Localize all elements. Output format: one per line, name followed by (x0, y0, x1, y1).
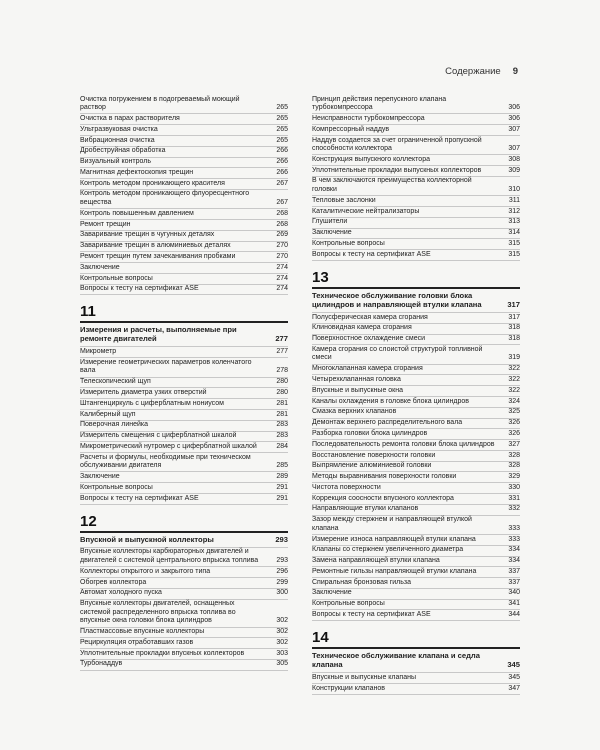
entry-title: Автомат холодного пуска (80, 589, 162, 597)
chapter-title-row[interactable] (312, 289, 520, 313)
entry-page: 314 (508, 229, 520, 237)
entry-page: 266 (276, 147, 288, 155)
toc-entry[interactable] (80, 347, 288, 358)
entry-title: Ультразвуковая очистка (80, 125, 158, 133)
entry-page: 345 (508, 673, 520, 681)
entry-title: Заключение (312, 589, 352, 597)
toc-entry[interactable] (80, 421, 288, 432)
entry-title: Контрольные вопросы (80, 483, 153, 491)
toc-entry[interactable] (80, 649, 288, 660)
toc-entry[interactable] (80, 190, 288, 209)
toc-left-column (80, 95, 288, 671)
entry-title: Контрольные вопросы (80, 274, 153, 282)
toc-entry[interactable] (80, 147, 288, 158)
entry-title: Впускные и выпускные клапаны (312, 673, 416, 681)
toc-entry[interactable] (312, 567, 520, 578)
entry-page: 322 (508, 376, 520, 384)
entry-page: 333 (508, 535, 520, 543)
toc-entry[interactable] (312, 136, 520, 155)
toc-entry[interactable] (80, 114, 288, 125)
entry-title: Чистота поверхности (312, 483, 381, 491)
entry-page: 334 (508, 546, 520, 554)
toc-entry[interactable] (312, 95, 520, 114)
entry-title: Многоклапанная камера сгорания (312, 365, 423, 373)
entry-title: Каналы охлаждения в головке блока цилиндров (312, 397, 469, 405)
entry-page: 310 (508, 186, 520, 194)
entry-title: Визуальный контроль (80, 158, 151, 166)
entry-title: Вопросы к тесту на сертификат ASE (80, 494, 199, 502)
entry-title: Вибрационная очистка (80, 136, 155, 144)
entry-title: Поверочная линейка (80, 421, 149, 429)
entry-page: 326 (508, 419, 520, 427)
chapter-block (312, 270, 520, 621)
entry-title: Направляющие втулки клапанов (312, 505, 419, 513)
entry-title: Контроль методом проникающего флуоресцентного вещества (80, 190, 250, 207)
entry-page: 274 (276, 285, 288, 293)
toc-entry[interactable] (312, 166, 520, 177)
entry-title: Клапаны со стержнем увеличенного диаметра (312, 546, 464, 554)
toc-entry[interactable] (312, 375, 520, 386)
entry-page: 315 (508, 250, 520, 258)
toc-entry[interactable] (312, 673, 520, 684)
entry-title: Измеритель диаметра узких отверстий (80, 389, 207, 396)
entry-page: 322 (508, 365, 520, 373)
entry-title: Коллекторы открытого и закрытого типа (80, 567, 211, 575)
entry-page: 308 (508, 155, 520, 163)
toc-entry[interactable] (80, 242, 288, 253)
toc-entry[interactable] (312, 196, 520, 207)
entry-title: Замена направляющей втулки клапана (312, 557, 440, 565)
entry-page: 284 (276, 442, 288, 450)
entry-title: Телескопический щуп (80, 378, 151, 386)
toc-entry[interactable] (312, 516, 520, 535)
toc-entry[interactable] (80, 548, 288, 567)
toc-entry[interactable] (312, 462, 520, 473)
toc-entry[interactable] (312, 505, 520, 516)
toc-right-column (312, 95, 520, 695)
entry-title: Камера сгорания со слоистой структурой топливной смеси (312, 345, 483, 362)
entry-page: 305 (276, 660, 288, 668)
entry-page: 302 (276, 628, 288, 636)
entry-page: 309 (508, 166, 520, 174)
toc-entry[interactable] (312, 578, 520, 589)
entry-title: Расчеты и формулы, необходимые при техническом обслуживании двигателя (80, 453, 251, 470)
entry-title: Заключение (80, 263, 120, 271)
toc-entry[interactable] (312, 365, 520, 376)
entry-title: Измерение геометрических параметров коленчатого вала (80, 358, 252, 375)
entry-title: Полусферическая камера сгорания (312, 313, 428, 321)
entry-title: Ремонт трещин (80, 220, 131, 228)
entry-page: 325 (508, 408, 520, 416)
entry-title: Каталитические нейтрализаторы (312, 207, 420, 215)
chapter-block (80, 514, 288, 671)
toc-entry[interactable] (80, 589, 288, 600)
toc-entry[interactable] (80, 567, 288, 578)
toc-entry[interactable] (312, 610, 520, 621)
entry-title: Заключение (312, 229, 352, 237)
entry-page: 265 (276, 125, 288, 133)
toc-entry[interactable] (80, 209, 288, 220)
toc-entry[interactable] (312, 218, 520, 229)
chapter-title-row[interactable] (80, 533, 288, 548)
entry-page: 326 (508, 429, 520, 437)
toc-entry[interactable] (80, 220, 288, 231)
toc-entry[interactable] (80, 410, 288, 421)
entry-page: 293 (276, 557, 288, 564)
entry-title: Спиральная бронзовая гильза (312, 578, 412, 586)
chapter-page: 317 (507, 299, 520, 309)
entry-page: 289 (276, 473, 288, 481)
entry-page: 296 (276, 567, 288, 575)
chapter-title: Техническое обслуживание головки блока цилиндров и направляющей втулки клапана (312, 290, 482, 309)
entry-page: 278 (276, 367, 288, 375)
entry-title: Ремонт трещин путем зачеканивания пробками (80, 252, 236, 260)
toc-entry[interactable] (312, 229, 520, 240)
entry-page: 291 (276, 494, 288, 502)
entry-page: 280 (276, 378, 288, 386)
toc-entry[interactable] (312, 313, 520, 324)
entry-title: Турбонаддув (80, 660, 123, 668)
toc-entry[interactable] (312, 239, 520, 250)
toc-entry[interactable] (312, 535, 520, 546)
entry-title: Клиновидная камера сгорания (312, 324, 412, 332)
entry-page: 300 (276, 589, 288, 597)
entry-page: 270 (276, 242, 288, 250)
entry-title: Контроль повышенным давлением (80, 209, 194, 217)
entry-page: 333 (508, 524, 520, 532)
entry-page: 312 (508, 207, 520, 215)
entry-title: В чем заключаются преимущества коллекторной головки (312, 177, 472, 194)
entry-page: 307 (508, 145, 520, 153)
entry-title: Уплотнительные прокладки впускных коллекторов (80, 649, 245, 657)
entry-title: Рециркуляция отработавших газов (80, 638, 194, 646)
toc-entry[interactable] (80, 263, 288, 274)
chapter-number: 13 (312, 268, 329, 286)
entry-page: 268 (276, 220, 288, 228)
toc-entry[interactable] (80, 358, 288, 377)
entry-title: Дробеструйная обработка (80, 147, 166, 155)
toc-entry[interactable] (312, 429, 520, 440)
entry-title: Поверхностное охлаждение смеси (312, 335, 426, 343)
entry-page: 307 (508, 125, 520, 133)
toc-entry[interactable] (312, 207, 520, 218)
entry-page: 306 (508, 114, 520, 122)
toc-entry[interactable] (80, 252, 288, 263)
entry-title: Впускные коллекторы двигателей, оснащенных системой распределенного впрыска топлива во впускные окна головки блока цилиндров (80, 600, 236, 625)
entry-page: 319 (508, 354, 520, 362)
entry-page: 331 (508, 494, 520, 502)
entry-title: Глушители (312, 218, 348, 226)
entry-page: 315 (508, 239, 520, 247)
entry-title: Четырехклапанная головка (312, 376, 401, 384)
entry-page: 299 (276, 578, 288, 586)
chapter-block (80, 304, 288, 504)
entry-page: 313 (508, 218, 520, 226)
chapter-page: 293 (275, 534, 288, 544)
entry-page: 328 (508, 462, 520, 470)
toc-entry[interactable] (312, 177, 520, 196)
chapter-number: 12 (80, 512, 97, 530)
entry-title: Микрометрический нутромер с циферблатной шкалой (80, 442, 257, 450)
entry-page: 337 (508, 567, 520, 575)
entry-page: 318 (508, 335, 520, 343)
entry-title: Впускные коллекторы карбюраторных двигателей и двигателей с системой центрального впрыска топлива (80, 548, 259, 564)
toc-entry[interactable] (80, 472, 288, 483)
toc-entry[interactable] (80, 285, 288, 296)
entry-page: 311 (508, 196, 520, 204)
toc-entry[interactable] (80, 388, 288, 399)
entry-title: Коррекция соосности впускного коллектора (312, 494, 454, 502)
entry-page: 344 (508, 611, 520, 619)
entry-page: 328 (508, 451, 520, 459)
entry-page: 274 (276, 274, 288, 282)
entry-title: Уплотнительные прокладки выпускных коллекторов (312, 166, 482, 174)
entry-title: Разборка головки блока цилиндров (312, 429, 428, 437)
chapter-page: 277 (275, 334, 288, 344)
entry-page: 277 (276, 348, 288, 356)
entry-title: Конструкции клапанов (312, 684, 385, 692)
entry-title: Заключение (80, 473, 120, 481)
chapter-title-row[interactable] (80, 323, 288, 347)
entry-page: 337 (508, 578, 520, 586)
toc-entry[interactable] (80, 442, 288, 453)
chapter-title: Техническое обслуживание клапана и седла клапана (312, 651, 480, 670)
entry-title: Очистка погружением в подогреваемый моющий раствор (80, 95, 240, 112)
header-section: Содержание (445, 66, 501, 77)
toc-entry[interactable] (80, 600, 288, 628)
entry-title: Выпрямление алюминиевой головки (312, 462, 432, 470)
entry-page: 291 (276, 483, 288, 491)
entry-page: 330 (508, 483, 520, 491)
entry-title: Последовательность ремонта головки блока цилиндров (312, 440, 495, 448)
entry-title: Магнитная дефектоскопия трещин (80, 168, 194, 176)
chapter-title: Впускной и выпускной коллекторы (80, 534, 214, 544)
entry-title: Вопросы к тесту на сертификат ASE (312, 611, 431, 619)
entry-title: Обогрев коллектора (80, 578, 147, 586)
entry-title: Конструкция выпускного коллектора (312, 155, 430, 163)
entry-page: 265 (276, 104, 288, 112)
toc-entry[interactable] (80, 638, 288, 649)
toc-entry[interactable] (312, 335, 520, 346)
chapter-number: 11 (80, 303, 96, 321)
entry-page: 306 (508, 104, 520, 112)
toc-entry[interactable] (312, 250, 520, 261)
entry-title: Очистка в парах растворителя (80, 114, 180, 122)
entry-page: 334 (508, 557, 520, 565)
entry-page: 280 (276, 389, 288, 396)
toc-entry[interactable] (80, 483, 288, 494)
entry-page: 266 (276, 158, 288, 166)
entry-page: 347 (508, 684, 520, 692)
entry-title: Заваривание трещин в алюминиевых деталях (80, 242, 231, 250)
entry-title: Заваривание трещин в чугунных деталях (80, 231, 215, 239)
entry-page: 341 (508, 600, 520, 608)
entry-page: 322 (508, 386, 520, 394)
toc-entry[interactable] (80, 168, 288, 179)
chapter-block (312, 630, 520, 695)
entry-title: Измерение износа направляющей втулки клапана (312, 535, 476, 543)
entry-page: 285 (276, 462, 288, 470)
chapter-number: 14 (312, 629, 329, 647)
entry-title: Наддув создается за счет ограниченной пропускной способности коллектора (312, 136, 482, 153)
toc-entry[interactable] (312, 408, 520, 419)
entry-title: Принцип действия перепускного клапана турбокомпрессора (312, 95, 447, 112)
entry-page: 269 (276, 231, 288, 239)
toc-entry[interactable] (312, 451, 520, 462)
toc-entry[interactable] (312, 600, 520, 611)
toc-entry[interactable] (312, 494, 520, 505)
toc-entry[interactable] (312, 546, 520, 557)
entry-page: 281 (276, 410, 288, 418)
toc-entry[interactable] (312, 557, 520, 568)
toc-entry[interactable] (312, 483, 520, 494)
toc-entry[interactable] (80, 628, 288, 639)
entry-title: Вопросы к тесту на сертификат ASE (312, 250, 431, 258)
entry-title: Компрессорный наддув (312, 125, 390, 133)
entry-title: Контрольные вопросы (312, 239, 385, 247)
entry-title: Контроль методом проникающего красителя (80, 179, 225, 187)
entry-title: Зазор между стержнем и направляющей втулкой клапана (312, 516, 472, 532)
entry-title: Впускные и выпускные окна (312, 386, 404, 394)
toc-entry[interactable] (80, 158, 288, 169)
toc-entry[interactable] (312, 345, 520, 364)
entry-page: 281 (276, 399, 288, 407)
toc-entry[interactable] (312, 114, 520, 125)
entry-title: Пластмассовые впускные коллекторы (80, 628, 205, 636)
entry-title: Методы выравнивания поверхности головки (312, 473, 457, 481)
entry-title: Демонтаж верхнего распределительного вала (312, 419, 463, 427)
entry-page: 274 (276, 263, 288, 271)
entry-page: 324 (508, 397, 520, 405)
entry-title: Восстановление поверхности головки (312, 451, 436, 459)
entry-title: Калиберный щуп (80, 410, 136, 418)
header-page-number: 9 (512, 66, 518, 77)
toc-entry[interactable] (80, 179, 288, 190)
entry-title: Контрольные вопросы (312, 600, 385, 608)
entry-page: 268 (276, 209, 288, 217)
toc-entry[interactable] (312, 684, 520, 695)
toc-entry[interactable] (80, 432, 288, 443)
entry-title: Неисправности турбокомпрессора (312, 114, 425, 122)
toc-entry[interactable] (80, 95, 288, 114)
toc-entry[interactable] (80, 378, 288, 389)
toc-entry[interactable] (312, 440, 520, 451)
entry-page: 302 (276, 617, 288, 625)
entry-page: 267 (276, 179, 288, 187)
chapter-page: 345 (507, 660, 520, 670)
toc-entry[interactable] (80, 231, 288, 242)
entry-page: 266 (276, 168, 288, 176)
entry-title: Штангенциркуль с циферблатным нониусом (80, 399, 224, 407)
entry-title: Смазка верхних клапанов (312, 408, 397, 416)
entry-title: Измеритель смещения с циферблатной шкалой (80, 432, 237, 440)
entry-page: 332 (508, 505, 520, 513)
toc-entry[interactable] (80, 494, 288, 505)
toc-entry[interactable] (312, 472, 520, 483)
entry-title: Ремонтные гильзы направляющей втулки клапана (312, 567, 477, 575)
toc-entry[interactable] (312, 324, 520, 335)
entry-page: 340 (508, 589, 520, 597)
toc-entry[interactable] (312, 125, 520, 136)
toc-entry[interactable] (80, 453, 288, 472)
toc-entry[interactable] (312, 386, 520, 397)
entry-page: 302 (276, 638, 288, 646)
toc-entry[interactable] (80, 136, 288, 147)
running-header (445, 66, 518, 77)
toc-entry[interactable] (80, 578, 288, 589)
entry-title: Тепловые заслонки (312, 196, 376, 204)
entry-page: 270 (276, 252, 288, 260)
entry-page: 283 (276, 432, 288, 440)
entry-page: 329 (508, 473, 520, 481)
entry-title: Микрометр (80, 348, 117, 356)
toc-entry[interactable] (80, 399, 288, 410)
toc-entry[interactable] (312, 397, 520, 408)
entry-page: 327 (508, 440, 520, 448)
entry-title: Вопросы к тесту на сертификат ASE (80, 285, 199, 293)
entry-page: 267 (276, 199, 288, 207)
chapter-title-row[interactable] (312, 649, 520, 673)
toc-entry[interactable] (80, 274, 288, 285)
entry-page: 303 (276, 649, 288, 657)
chapter-title: Измерения и расчеты, выполняемые при ремонте двигателей (80, 325, 237, 344)
toc-entry[interactable] (312, 155, 520, 166)
entry-page: 317 (508, 313, 520, 321)
toc-entry[interactable] (312, 589, 520, 600)
entry-page: 318 (508, 324, 520, 332)
toc-entry[interactable] (80, 125, 288, 136)
entry-page: 283 (276, 421, 288, 429)
entry-page: 265 (276, 136, 288, 144)
entry-page: 265 (276, 114, 288, 122)
toc-entry[interactable] (312, 419, 520, 430)
toc-entry[interactable] (80, 660, 288, 671)
